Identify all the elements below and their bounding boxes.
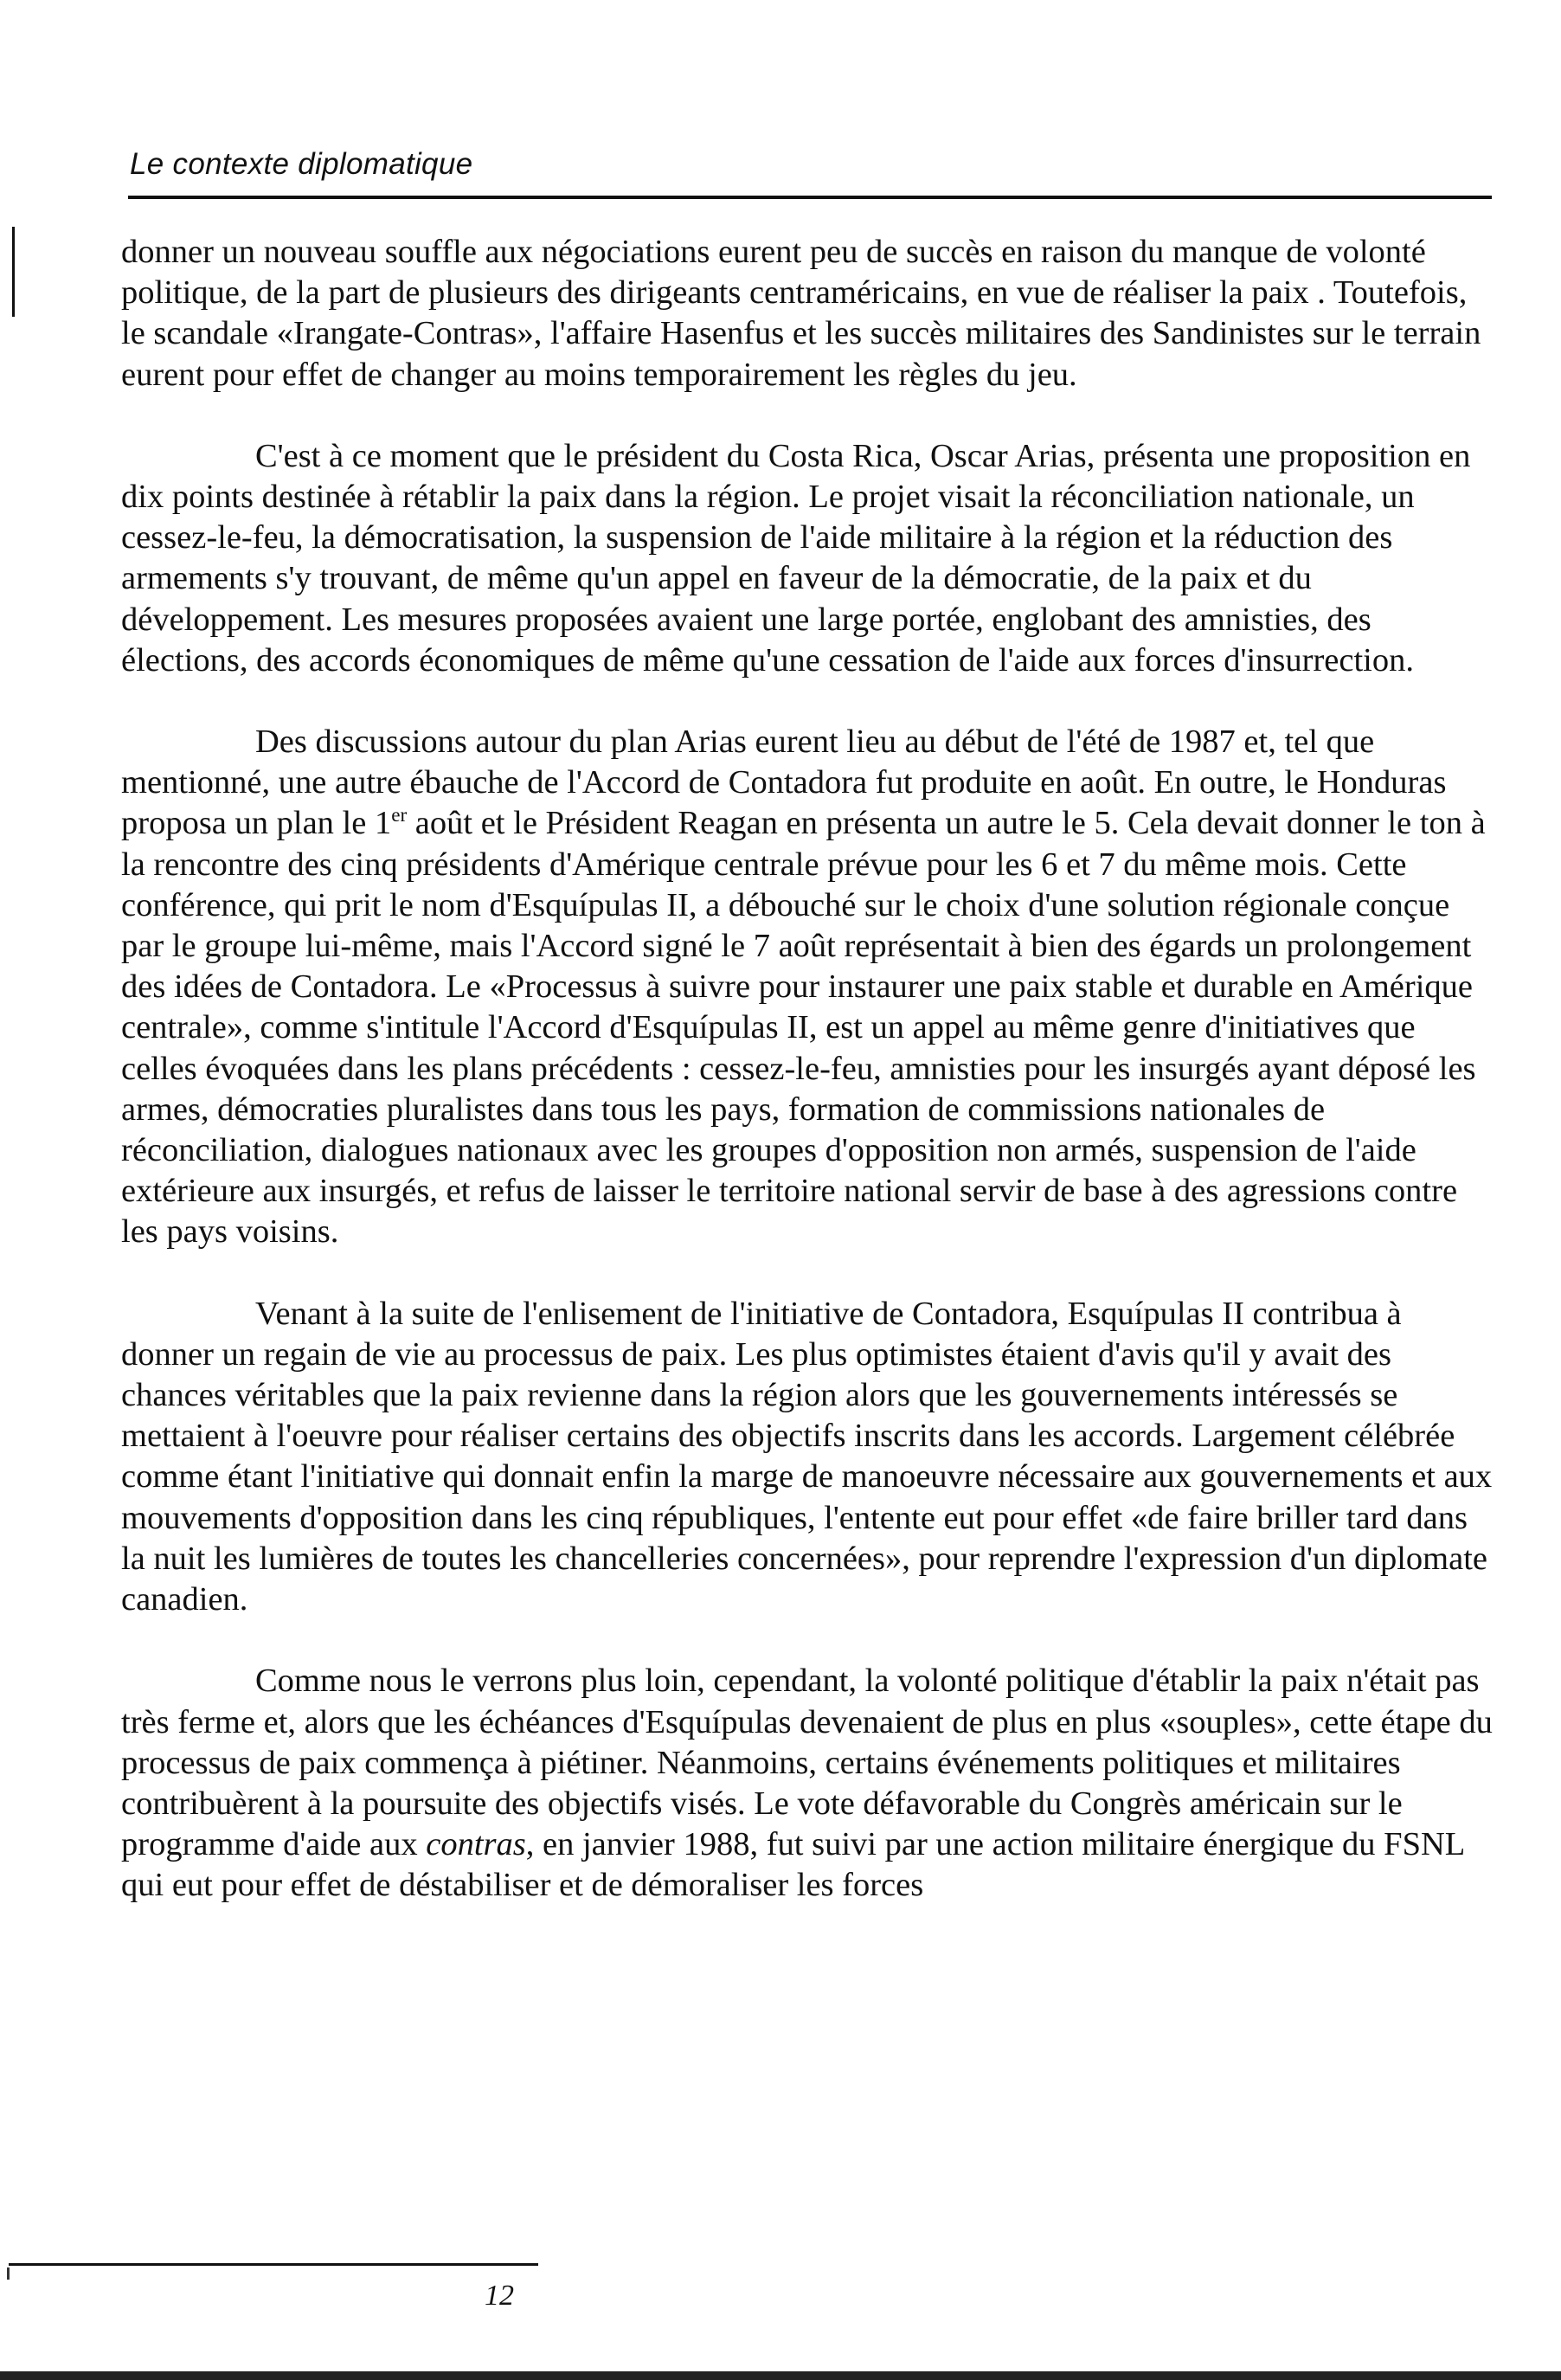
- paragraph-4: Venant à la suite de l'enlisement de l'initiative de Contadora, Esquípulas II contribua à donner un regain de vie au processus de paix. Les plus optimistes étaient d'avis qu'il y avait des chances véritables que la paix revienne dans la région alors que les gouvernements intéressés se mettaient à l'oeuvre pour réaliser certains des objectifs inscrits dans les accords. Largement célébrée comme étant l'initiative qui donnait enfin la marge de manoeuvre nécessaire aux gouvernements et aux mouvements d'opposition dans les cinq républiques, l'entente eut pour effet «de faire briller tard dans la nuit les lumières de toutes les chancelleries concernées», pour reprendre l'expression d'un diplomate canadien.: [121, 1295, 1493, 1618]
- paragraph-5-part-2: , en janvier 1988, fut suivi par une action militaire énergique du FSNL qui eut pour effet de déstabiliser et de démoraliser les forces: [121, 1826, 1464, 1904]
- italic-term: contras: [426, 1826, 526, 1863]
- paragraph-5-part-1: Comme nous le verrons plus loin, cependant, la volonté politique d'établir la paix n'était pas très ferme et, alors que les échéances d'Esquípulas devenaient de plus en plus «souples», cette étape du processus de paix commença à piétiner. Néanmoins, certains événements politiques et militaires contribuèrent à la poursuite des objectifs visés. Le vote défavorable du Congrès américain sur le programme d'aide aux: [121, 1663, 1493, 1863]
- body-text: [121, 232, 1499, 1907]
- ordinal-superscript: er: [391, 803, 408, 827]
- paragraph-2: C'est à ce moment que le président du Costa Rica, Oscar Arias, présenta une proposition en dix points destinée à rétablir la paix dans la région. Le projet visait la réconciliation nationale, un cessez-le-feu, la démocratisation, la suspension de l'aide militaire à la région et la réduction des armements s'y trouvant, de même qu'un appel en faveur de la démocratie, de la paix et du développement. Les mesures proposées avaient une large portée, englobant des amnisties, des élections, des accords économiques de même qu'une cessation de l'aide aux forces d'insurrection.: [121, 437, 1471, 679]
- paragraph-1: donner un nouveau souffle aux négociations eurent peu de succès en raison du manque de volonté politique, de la part de plusieurs des dirigeants centraméricains, en vue de réaliser la paix . Toutefois, le scandale «Irangate-Contras», l'affaire Hasenfus et les succès militaires des Sandinistes sur le terrain eurent pour effet de changer au moins temporairement les règles du jeu.: [121, 234, 1481, 393]
- scan-speck: [7, 2267, 10, 2280]
- paragraph-3-part-2: août et le Président Reagan en présenta un autre le 5. Cela devait donner le ton à la rencontre des cinq présidents d'Amérique centrale prévue pour les 6 et 7 du même mois. Cette conférence, qui prit le nom d'Esquípulas II, a débouché sur le choix d'une solution régionale conçue par le groupe lui-même, mais l'Accord signé le 7 août représentait à bien des égards un prolongement des idées de Contadora. Le «Processus à suivre pour instaurer une paix stable et durable en Amérique centrale», comme s'intitule l'Accord d'Esquípulas II, est un appel au même genre d'initiatives que celles évoquées dans les plans précédents : cessez-le-feu, amnisties pour les insurgés ayant déposé les armes, démocraties pluralistes dans tous les pays, formation de commissions nationales de réconciliation, dialogues nationaux avec les groupes d'opposition non armés, suspension de l'aide extérieure aux insurgés, et refus de laisser le territoire national servir de base à des agressions contre les pays voisins.: [121, 805, 1486, 1251]
- margin-change-bar: [12, 227, 15, 317]
- page-number: 12: [485, 2280, 514, 2312]
- paragraph-3: [121, 722, 1499, 1253]
- header-rule: [128, 196, 1492, 199]
- footer-rule: [9, 2263, 538, 2266]
- paragraph-5: [121, 1661, 1499, 1906]
- scan-bottom-edge: [0, 2371, 1561, 2380]
- paragraph-3-part-1: Des discussions autour du plan Arias eurent lieu au début de l'été de 1987 et, tel que mentionné, une autre ébauche de l'Accord de Contadora fut produite en août. En outre, le Honduras proposa un plan le 1: [121, 724, 1447, 842]
- running-header: Le contexte diplomatique: [130, 147, 473, 181]
